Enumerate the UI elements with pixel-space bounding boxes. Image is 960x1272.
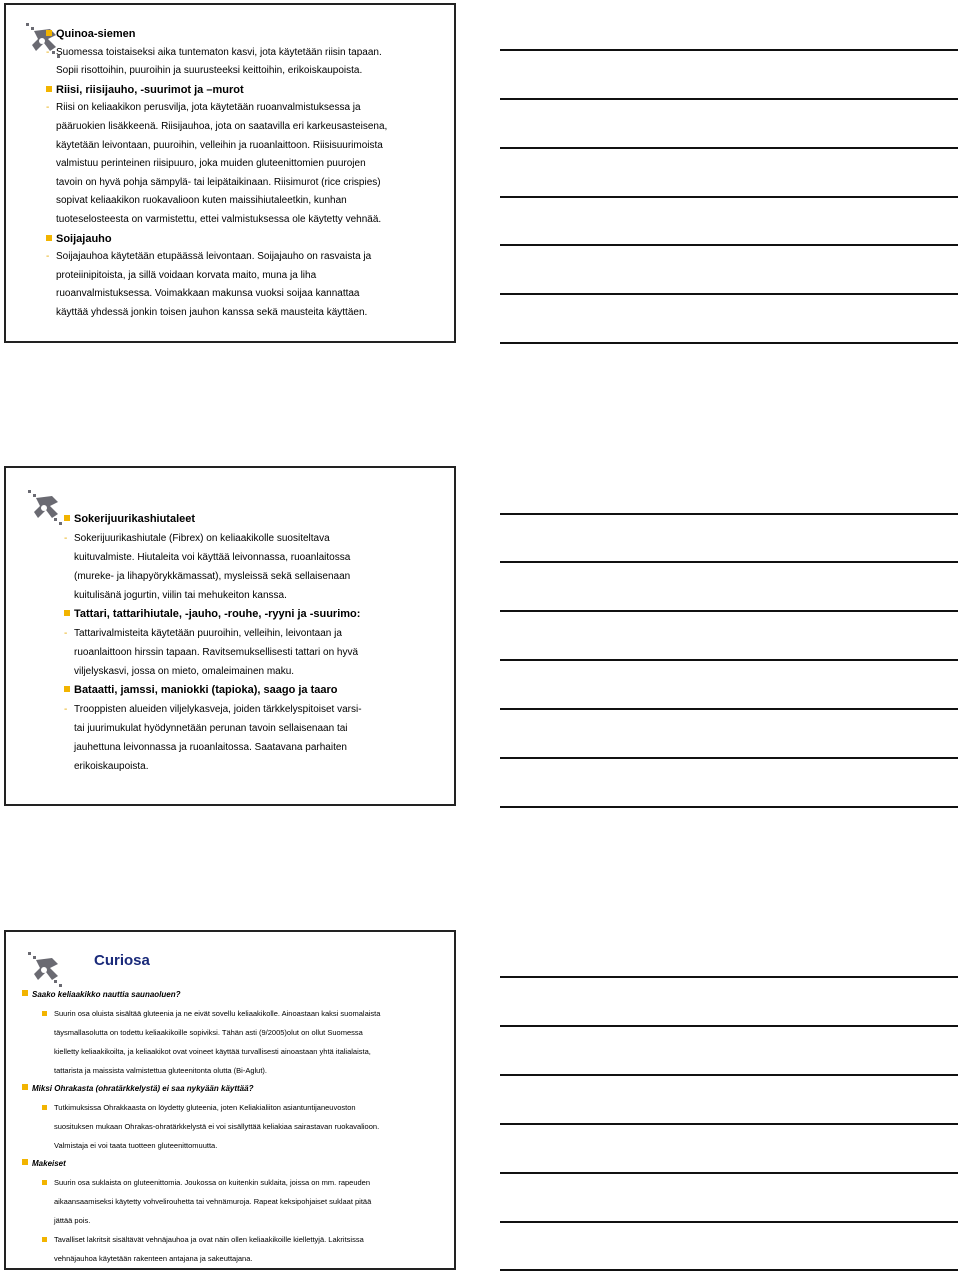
bullet-line <box>46 304 456 323</box>
note-line <box>500 1123 958 1125</box>
dash-bullet-icon: - <box>46 46 50 58</box>
square-bullet-icon <box>64 515 70 521</box>
square-bullet-icon <box>22 990 28 996</box>
bullet-heading-text: Riisi, riisijauho, -suurimot ja –murot <box>56 83 244 96</box>
square-bullet-icon <box>46 235 52 241</box>
bullet-line-text: käytetään leivontaan, puuroihin, velleihin ja ruoanlaittoon. Riisisuurimoista <box>56 139 383 151</box>
bullet-heading-text: Sokerijuurikashiutaleet <box>74 513 196 525</box>
bullet-line <box>64 624 454 643</box>
bullet-heading-text: Soijajauho <box>56 232 112 245</box>
question <box>22 1155 452 1173</box>
bullet-line-text: pääruokien lisäkkeenä. Riisijauhoa, jota on saatavilla eri karkeusasteisena, <box>56 120 388 132</box>
answer-text: aikaansaamiseksi käytetty vohvelirouhetta tai vehnämuroja. Rapeat keksipohjaiset suklaat pitää <box>54 1197 372 1206</box>
bullet-line-text: Suomessa toistaiseksi aika tuntematon kasvi, jota käytetään riisin tapaan. <box>56 46 382 58</box>
bullet-line <box>64 586 454 605</box>
answer-text: täysmallasolutta on todettu keliaakikoille sopiviksi. Tähän asti (9/2005)olut on ollut Suomessa <box>54 1028 363 1037</box>
answer-line <box>22 1004 452 1023</box>
square-bullet-icon <box>42 1180 47 1185</box>
square-bullet-icon <box>46 86 52 92</box>
bullet-line <box>46 137 456 156</box>
dash-bullet-icon <box>64 567 74 586</box>
dash-bullet-icon <box>64 719 74 738</box>
bullet-line-text: Trooppisten alueiden viljelykasveja, joiden tärkkelyspitoiset varsi- <box>74 704 362 715</box>
bullet-heading-text: Tattari, tattarihiutale, -jauho, -rouhe, -ryyni ja -suurimo: <box>74 608 361 620</box>
dash-bullet-icon <box>64 586 74 605</box>
bullet-line-text: Sokerijuurikashiutale (Fibrex) on keliaakikolle suositeltava <box>74 533 330 544</box>
dash-bullet-icon <box>46 192 56 211</box>
note-line <box>500 147 958 149</box>
answer-text: jättää pois. <box>54 1216 91 1225</box>
university-logo-icon <box>24 950 66 988</box>
bullet-line <box>46 174 456 193</box>
bullet-line <box>64 529 454 548</box>
bullet-line <box>46 285 456 304</box>
bullet-line <box>46 248 456 267</box>
bullet-heading-text: Quinoa-siemen <box>56 28 136 40</box>
bullet-line <box>64 757 454 776</box>
slide-3 <box>4 930 456 1270</box>
note-line <box>500 49 958 51</box>
note-line <box>500 1172 958 1174</box>
slide-title: Curiosa <box>94 952 150 969</box>
answer-line <box>22 1211 452 1230</box>
answer-line <box>22 1173 452 1192</box>
dash-bullet-icon <box>46 304 56 323</box>
bullet-line-text: Soijajauhoa käytetään etupäässä leivontaan. Soijajauho on rasvaista ja <box>56 251 372 263</box>
dash-bullet-icon <box>46 267 56 286</box>
slide-1-content <box>46 25 456 323</box>
bullet-heading <box>46 81 456 100</box>
bullet-line-text: Tattarivalmisteita käytetään puuroihin, velleihin, leivontaan ja <box>74 628 342 639</box>
bullet-line-text: ruoanvalmistuksessa. Voimakkaan makunsa vuoksi soijaa kannattaa <box>56 288 360 300</box>
dash-bullet-icon <box>46 137 56 156</box>
answer-line <box>22 1042 452 1061</box>
bullet-heading <box>64 510 454 529</box>
dash-bullet-icon <box>64 643 74 662</box>
bullet-line-text: valmistuu perinteinen riisipuuro, joka muiden gluteenittomien puurojen <box>56 158 366 170</box>
note-line <box>500 976 958 978</box>
square-bullet-icon <box>22 1159 28 1165</box>
square-bullet-icon <box>42 1105 47 1110</box>
bullet-line <box>46 118 456 137</box>
bullet-line <box>46 62 456 81</box>
bullet-line <box>46 211 456 230</box>
bullet-line <box>64 662 454 681</box>
note-line <box>500 806 958 808</box>
slide-3-content <box>22 986 452 1268</box>
answer-text: tattarista ja maissista valmistettua gluteenitonta olutta (Bi-Aglut). <box>54 1066 268 1075</box>
dash-bullet-icon <box>46 211 56 230</box>
bullet-line <box>64 700 454 719</box>
note-line <box>500 293 958 295</box>
bullet-heading <box>64 681 454 700</box>
bullet-line-text: käyttää yhdessä jonkin toisen jauhon kanssa sekä mausteita käyttäen. <box>56 306 368 318</box>
dash-bullet-icon <box>46 174 56 193</box>
dash-bullet-icon <box>46 285 56 304</box>
bullet-line <box>64 719 454 738</box>
answer-line <box>22 1061 452 1080</box>
answer-text: vehnäjauhoa käytetään rakenteen antajana ja sakeuttajana. <box>54 1254 253 1263</box>
answer-text: Suurin osa oluista sisältää gluteenia ja ne eivät sovellu keliaakikolle. Ainoastaan kaksi suomalaista <box>54 1009 381 1018</box>
answer-text: suosituksen mukaan Ohrakas-ohratärkkelystä ei voi sisällyttää keliakiaa sairastavan ruokavalioon. <box>54 1122 380 1131</box>
note-line <box>500 98 958 100</box>
university-logo-icon <box>24 488 66 526</box>
dash-bullet-icon <box>64 548 74 567</box>
dash-bullet-icon: - <box>64 704 68 715</box>
bullet-line-text: tuoteselosteesta on varmistettu, ettei valmistuksessa ole käytetty vehnää. <box>56 213 382 225</box>
bullet-line-text: sopivat keliaakikon ruokavalioon kuten maissihiutaleetkin, kunhan <box>56 195 347 207</box>
question-text: Makeiset <box>32 1159 66 1168</box>
bullet-line <box>46 44 456 63</box>
square-bullet-icon <box>42 1011 47 1016</box>
bullet-heading <box>64 605 454 624</box>
bullet-line-text: kuituvalmiste. Hiutaleita voi käyttää leivonnassa, ruoanlaitossa <box>74 552 351 563</box>
answer-line <box>22 1136 452 1155</box>
dash-bullet-icon: - <box>64 533 68 544</box>
answer-text: Tavalliset lakritsit sisältävät vehnäjauhoa ja ovat näin ollen keliaakikoille kiellettyjä. Lakritsissa <box>54 1235 364 1244</box>
bullet-line-text: viljelyskasvi, jossa on mieto, omaleimainen maku. <box>74 666 295 677</box>
answer-line <box>22 1117 452 1136</box>
note-line <box>500 561 958 563</box>
bullet-line <box>46 192 456 211</box>
answer-line <box>22 1023 452 1042</box>
square-bullet-icon <box>64 686 70 692</box>
dash-bullet-icon: - <box>46 102 50 114</box>
slide-1 <box>4 3 456 343</box>
bullet-line-text: tai juurimukulat hyödynnetään perunan tavoin sellaisenaan tai <box>74 723 348 734</box>
bullet-heading-text: Bataatti, jamssi, maniokki (tapioka), saago ja taaro <box>74 684 338 696</box>
answer-line <box>22 1192 452 1211</box>
slide-2-content <box>64 510 454 776</box>
answer-line <box>22 1249 452 1268</box>
note-line <box>500 757 958 759</box>
answer-line <box>22 1230 452 1249</box>
dash-bullet-icon <box>46 155 56 174</box>
note-line <box>500 708 958 710</box>
bullet-line-text: proteiinipitoista, ja sillä voidaan korvata maito, muna ja liha <box>56 269 317 281</box>
answer-text: Suurin osa suklaista on gluteenittomia. Joukossa on kuitenkin suklaita, joissa on mm. rapeuden <box>54 1178 371 1187</box>
answer-text: kielletty keliaakikoilta, ja keliaakikot ovat voineet käyttää turvallisesti ainoastaan yhtä italialaista, <box>54 1047 371 1056</box>
question-text: Saako keliaakikko nauttia saunaoluen? <box>32 990 181 999</box>
answer-line <box>22 1098 452 1117</box>
note-line <box>500 1025 958 1027</box>
note-line <box>500 1269 958 1271</box>
dash-bullet-icon <box>64 662 74 681</box>
bullet-line-text: Sopii risottoihin, puuroihin ja suurusteeksi keittoihin, erikoiskaupoista. <box>56 65 363 77</box>
bullet-line <box>46 267 456 286</box>
bullet-line <box>64 643 454 662</box>
question <box>22 986 452 1004</box>
square-bullet-icon <box>64 610 70 616</box>
bullet-line <box>46 155 456 174</box>
dash-bullet-icon <box>46 118 56 137</box>
bullet-line-text: Riisi on keliaakikon perusvilja, jota käytetään ruoanvalmistuksessa ja <box>56 102 361 114</box>
bullet-line-text: (mureke- ja lihapyörykkämassat), mysleissä sekä sellaisenaan <box>74 571 351 582</box>
square-bullet-icon <box>46 30 52 36</box>
note-line <box>500 659 958 661</box>
bullet-line-text: kuitulisänä jogurtin, viilin tai mehukeiton kanssa. <box>74 590 287 601</box>
bullet-line <box>64 548 454 567</box>
dash-bullet-icon <box>46 62 56 81</box>
question <box>22 1080 452 1098</box>
note-line <box>500 1221 958 1223</box>
bullet-line <box>64 567 454 586</box>
note-line <box>500 1074 958 1076</box>
bullet-heading <box>46 230 456 249</box>
bullet-line-text: jauhettuna leivonnassa ja ruoanlaitossa. Saatavana parhaiten <box>74 742 347 753</box>
answer-text: Tutkimuksissa Ohrakkaasta on löydetty gluteenia, joten Keliakialiiton asiantuntijaneuvoston <box>54 1103 356 1112</box>
dash-bullet-icon <box>64 738 74 757</box>
bullet-line <box>64 738 454 757</box>
dash-bullet-icon <box>64 757 74 776</box>
note-line <box>500 244 958 246</box>
bullet-line-text: ruoanlaittoon hirssin tapaan. Ravitsemuksellisesti tattari on hyvä <box>74 647 359 658</box>
square-bullet-icon <box>42 1237 47 1242</box>
note-line <box>500 513 958 515</box>
bullet-heading <box>46 25 456 44</box>
note-line <box>500 610 958 612</box>
note-line <box>500 342 958 344</box>
slide-2 <box>4 466 456 806</box>
note-line <box>500 196 958 198</box>
square-bullet-icon <box>22 1084 28 1090</box>
dash-bullet-icon: - <box>46 251 50 263</box>
bullet-line-text: tavoin on hyvä pohja sämpylä- tai leipätaikinaan. Riisimurot (rice crispies) <box>56 176 381 188</box>
dash-bullet-icon: - <box>64 628 68 639</box>
bullet-line <box>46 99 456 118</box>
answer-text: Valmistaja ei voi taata tuotteen gluteenittomuutta. <box>54 1141 218 1150</box>
question-text: Miksi Ohrakasta (ohratärkkelystä) ei saa nykyään käyttää? <box>32 1084 254 1093</box>
bullet-line-text: erikoiskaupoista. <box>74 761 149 772</box>
